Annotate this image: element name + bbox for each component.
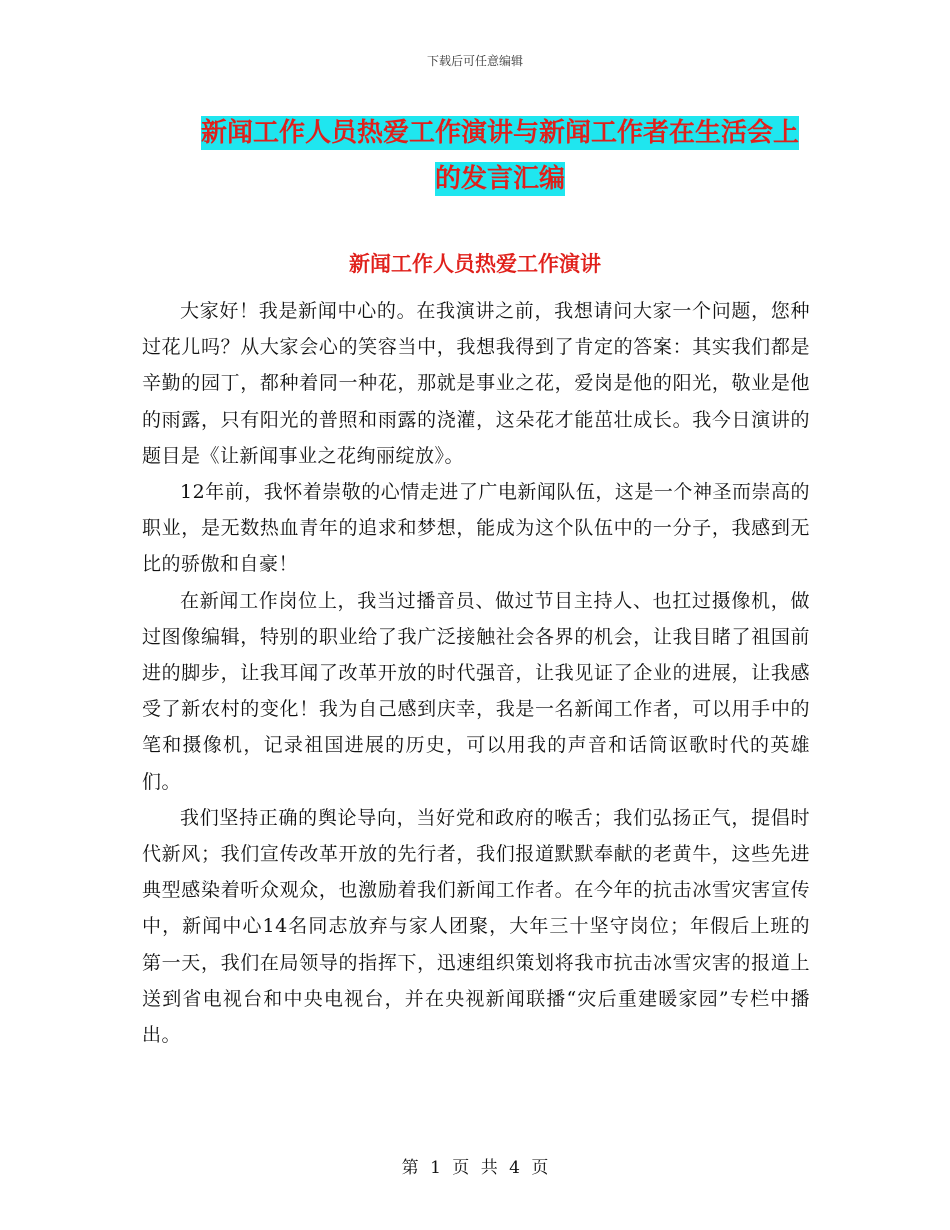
section-title: 新闻工作人员热爱工作演讲 xyxy=(349,252,601,276)
paragraph: 大家好！我是新闻中心的。在我演讲之前，我想请问大家一个问题，您种过花儿吗？从大家会心的笑容当中，我想我得到了肯定的答案：其实我们都是辛勤的园丁，都种着同一种花，那就是事业之花，爱岗是他的阳光，敬业是他的雨露，只有阳光的普照和雨露的浇灌，这朵花才能茁壮成长。我今日演讲的题目是《让新闻事业之花绚丽绽放》。 xyxy=(142,300,810,467)
document-title-line2: 的发言汇编 xyxy=(434,164,565,194)
page-number-footer: 第 1 页 共 4 页 xyxy=(401,1158,549,1178)
paragraph: 我们坚持正确的舆论导向，当好党和政府的喉舌；我们弘扬正气，提倡时代新风；我们宣传改革开放的先行者，我们报道默默奉献的老黄牛，这些先进典型感染着听众观众，也激励着我们新闻工作者。在今年的抗击冰雪灾害宣传中，新闻中心14名同志放弃与家人团聚，大年三十坚守岗位；年假后上班的第一天，我们在局领导的指挥下，迅速组织策划将我市抗击冰雪灾害的报道上送到省电视台和中央电视台，并在央视新闻联播“灾后重建暖家园”专栏中播出。 xyxy=(142,806,810,1047)
page-header-note: 下载后可任意编辑 xyxy=(426,54,523,68)
document-title xyxy=(140,110,860,202)
document-body xyxy=(142,293,810,1053)
paragraph: 12年前，我怀着崇敬的心情走进了广电新闻队伍，这是一个神圣而崇高的职业，是无数热血青年的追求和梦想，能成为这个队伍中的一分子，我感到无比的骄傲和自豪！ xyxy=(142,481,810,576)
document-title-line1: 新闻工作人员热爱工作演讲与新闻工作者在生活会上 xyxy=(200,118,799,148)
paragraph: 在新闻工作岗位上，我当过播音员、做过节目主持人、也扛过摄像机，做过图像编辑，特别的职业给了我广泛接触社会各界的机会，让我目睹了祖国前进的脚步，让我耳闻了改革开放的时代强音，让我见证了企业的进展，让我感受了新农村的变化！我为自己感到庆幸，我是一名新闻工作者，可以用手中的笔和摄像机，记录祖国进展的历史，可以用我的声音和话筒讴歌时代的英雄们。 xyxy=(142,589,810,793)
